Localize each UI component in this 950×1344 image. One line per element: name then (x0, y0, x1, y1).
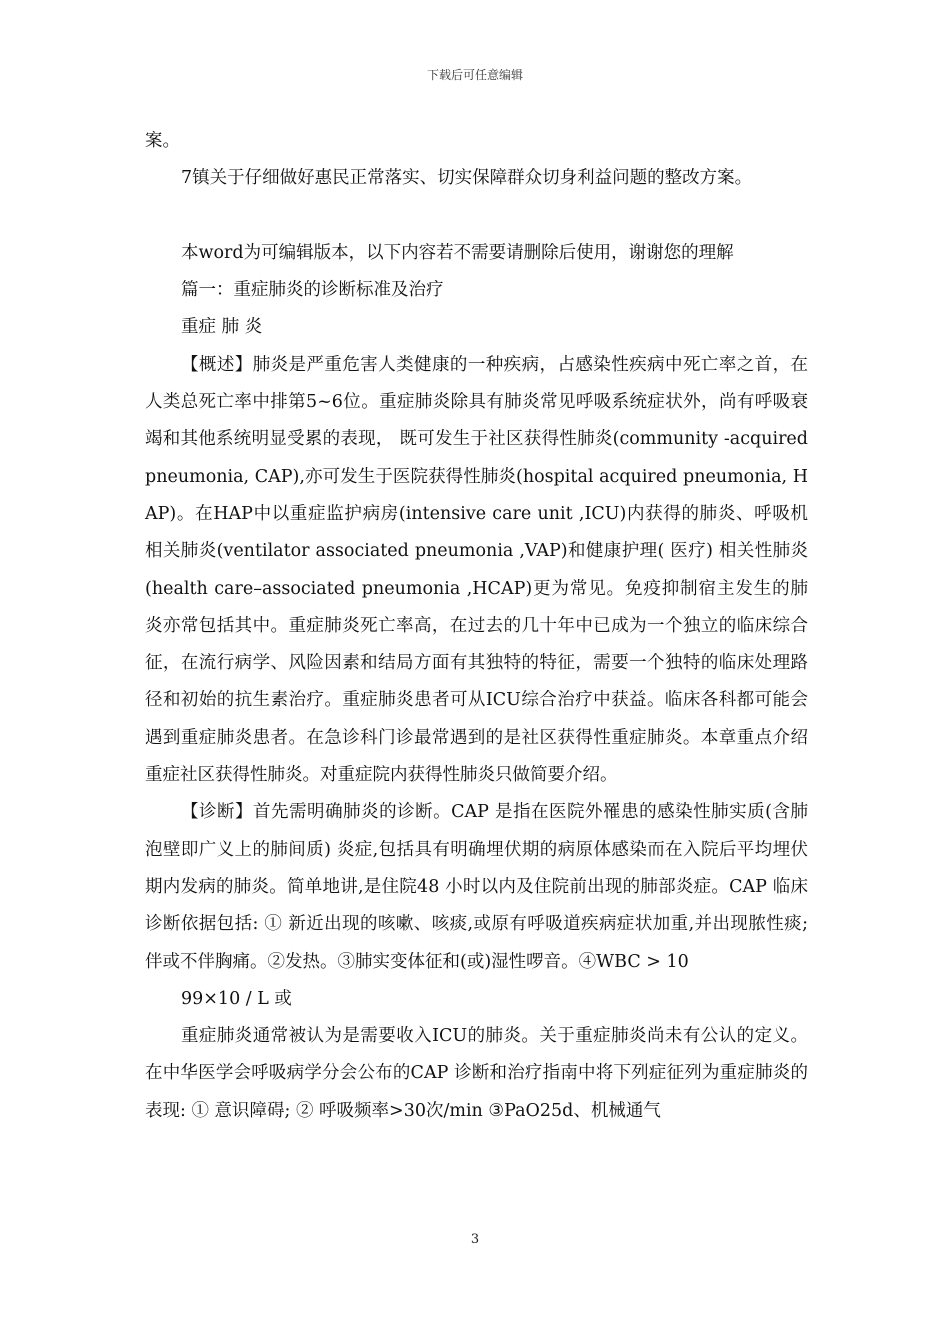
diagnosis-paragraph: 【诊断】首先需明确肺炎的诊断。CAP 是指在医院外罹患的感染性肺实质(含肺泡壁即广义上的肺间质) 炎症,包括具有明确埋伏期的病原体感染而在入院后平均埋伏期内发病的肺炎。简单地讲,是住院48 小时以内及住院前出现的肺部炎症。CAP 临床诊断依据包括: ① 新近出现的咳嗽、咳痰,或原有呼吸道疾病症状加重,并出现脓性痰; 伴或不伴胸痛。②发热。③肺实变体征和(或)湿性啰音。④WBC > 10 (145, 802, 808, 972)
paragraph-1: 案。 (145, 131, 180, 151)
formula-line: 99×10 / L 或 (181, 988, 292, 1009)
page-header: 下载后可任意编辑 (426, 68, 523, 82)
document-body (145, 123, 808, 1130)
article-title: 重症 肺 炎 (181, 317, 263, 338)
paragraph-3: 本word为可编辑版本，以下内容若不需要请删除后使用，谢谢您的理解 (181, 242, 734, 263)
page-number: 3 (470, 1232, 480, 1247)
blank-line (145, 198, 808, 235)
severe-pneumonia-paragraph: 重症肺炎通常被认为是需要收入ICU的肺炎。关于重症肺炎尚未有公认的定义。在中华医学会呼吸病学分会公布的CAP 诊断和治疗指南中将下列症征列为重症肺炎的表现: ① 意识障碍; ② 呼吸频率>30次/min ③PaO25d、机械通气 (145, 1026, 808, 1121)
paragraph-2: 7镇关于仔细做好惠民正常落实、切实保障群众切身利益问题的整改方案。 (181, 168, 753, 189)
section-title: 篇一：重症肺炎的诊断标准及治疗 (181, 280, 444, 301)
overview-paragraph: 【概述】肺炎是严重危害人类健康的一种疾病，占感染性疾病中死亡率之首，在人类总死亡率中排第5~6位。重症肺炎除具有肺炎常见呼吸系统症状外，尚有呼吸衰竭和其他系统明显受累的表现， 既可发生于社区获得性肺炎(community -acquired pneumonia, CAP),亦可发生于医院获得性肺炎(hospital acquired pneumonia, HAP)。在HAP中以重症监护病房(intensive care unit ,ICU)内获得的肺炎、呼吸机相关肺炎(ventilator associated pneumonia ,VAP)和健康护理( 医疗) 相关性肺炎(health care–associated pneumonia ,HCAP)更为常见。免疫抑制宿主发生的肺炎亦常包括其中。重症肺炎死亡率高，在过去的几十年中已成为一个独立的临床综合征，在流行病学、风险因素和结局方面有其独特的特征，需要一个独特的临床处理路径和初始的抗生素治疗。重症肺炎患者可从ICU综合治疗中获益。临床各科都可能会遇到重症肺炎患者。在急诊科门诊最常遇到的是社区获得性重症肺炎。本章重点介绍重症社区获得性肺炎。对重症院内获得性肺炎只做简要介绍。 (145, 354, 808, 786)
